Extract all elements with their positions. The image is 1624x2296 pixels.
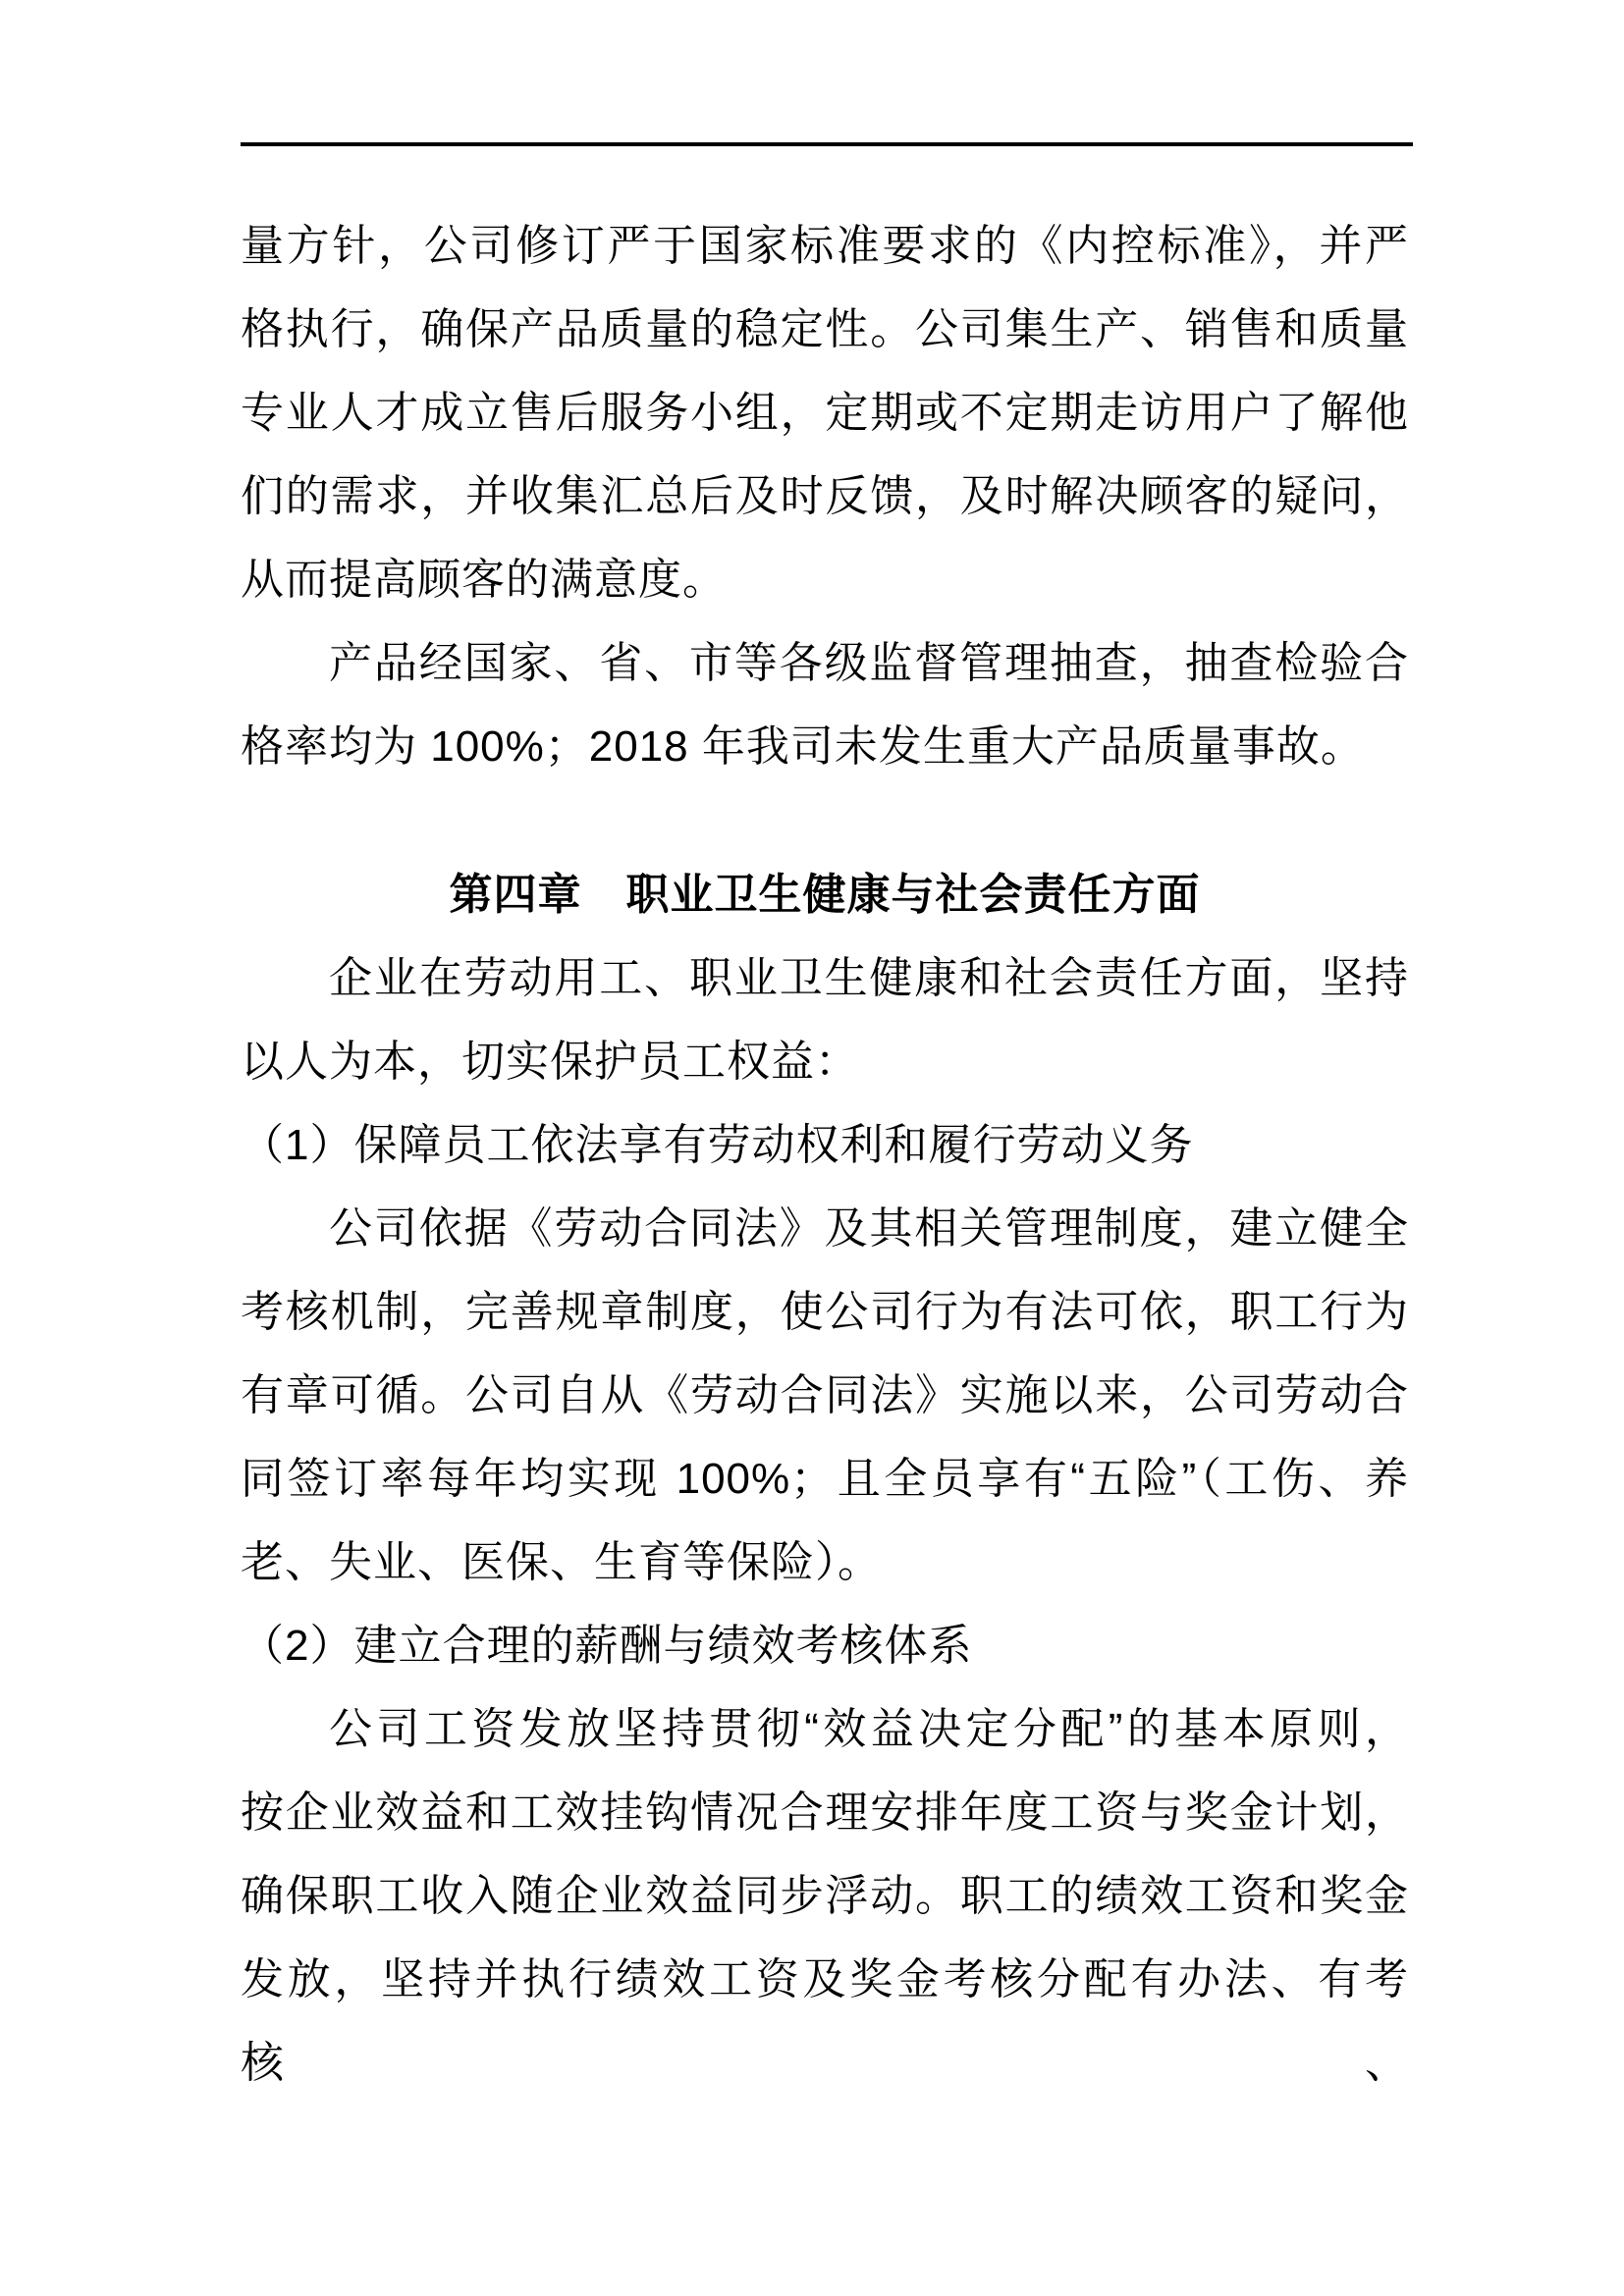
text-line: 专业人才成立售后服务小组，定期或不定期走访用户了解他 [241, 389, 1409, 437]
text-line: 格率均为 100%；2018 年我司未发生重大产品质量事故。 [241, 722, 1365, 771]
text-line: 企业在劳动用工、职业卫生健康和社会责任方面，坚持 [329, 954, 1409, 1002]
text-line: 公司依据《劳动合同法》及其相关管理制度，建立健全 [329, 1204, 1409, 1253]
header-rule [241, 142, 1413, 146]
document-body [241, 204, 1409, 2087]
text-line: 发放，坚持并执行绩效工资及奖金考核分配有办法、有考核、 [241, 1955, 1409, 2087]
text-line: （1）保障员工依法享有劳动权利和履行劳动义务 [241, 1121, 1194, 1169]
text-line: 格执行，确保产品质量的稳定性。公司集生产、销售和质量 [241, 305, 1409, 353]
text-line: 以人为本，切实保护员工权益： [241, 1038, 859, 1086]
text-line: 老、失业、医保、生育等保险）。 [241, 1538, 882, 1586]
text-line: 们的需求，并收集汇总后及时反馈，及时解决顾客的疑问， [241, 472, 1409, 520]
section-heading: 第四章 职业卫生健康与社会责任方面 [449, 871, 1201, 919]
text-line: 有章可循。公司自从《劳动合同法》实施以来，公司劳动合 [241, 1371, 1409, 1419]
text-line: 考核机制，完善规章制度，使公司行为有法可依，职工行为 [241, 1288, 1409, 1336]
text-line: （2）建立合理的薪酬与绩效考核体系 [241, 1622, 973, 1670]
text-line: 同签订率每年均实现 100%；且全员享有“五险”（工伤、养 [241, 1455, 1409, 1503]
text-line: 产品经国家、省、市等各级监督管理抽查，抽查检验合 [329, 639, 1409, 687]
text-line: 按企业效益和工效挂钩情况合理安排年度工资与奖金计划， [241, 1789, 1409, 1837]
text-line: 量方针，公司修订严于国家标准要求的《内控标准》，并严 [241, 222, 1409, 270]
text-line: 公司工资发放坚持贯彻“效益决定分配”的基本原则， [329, 1705, 1409, 1753]
text-line: 确保职工收入随企业效益同步浮动。职工的绩效工资和奖金 [241, 1872, 1409, 1920]
text-line: 从而提高顾客的满意度。 [241, 556, 727, 604]
